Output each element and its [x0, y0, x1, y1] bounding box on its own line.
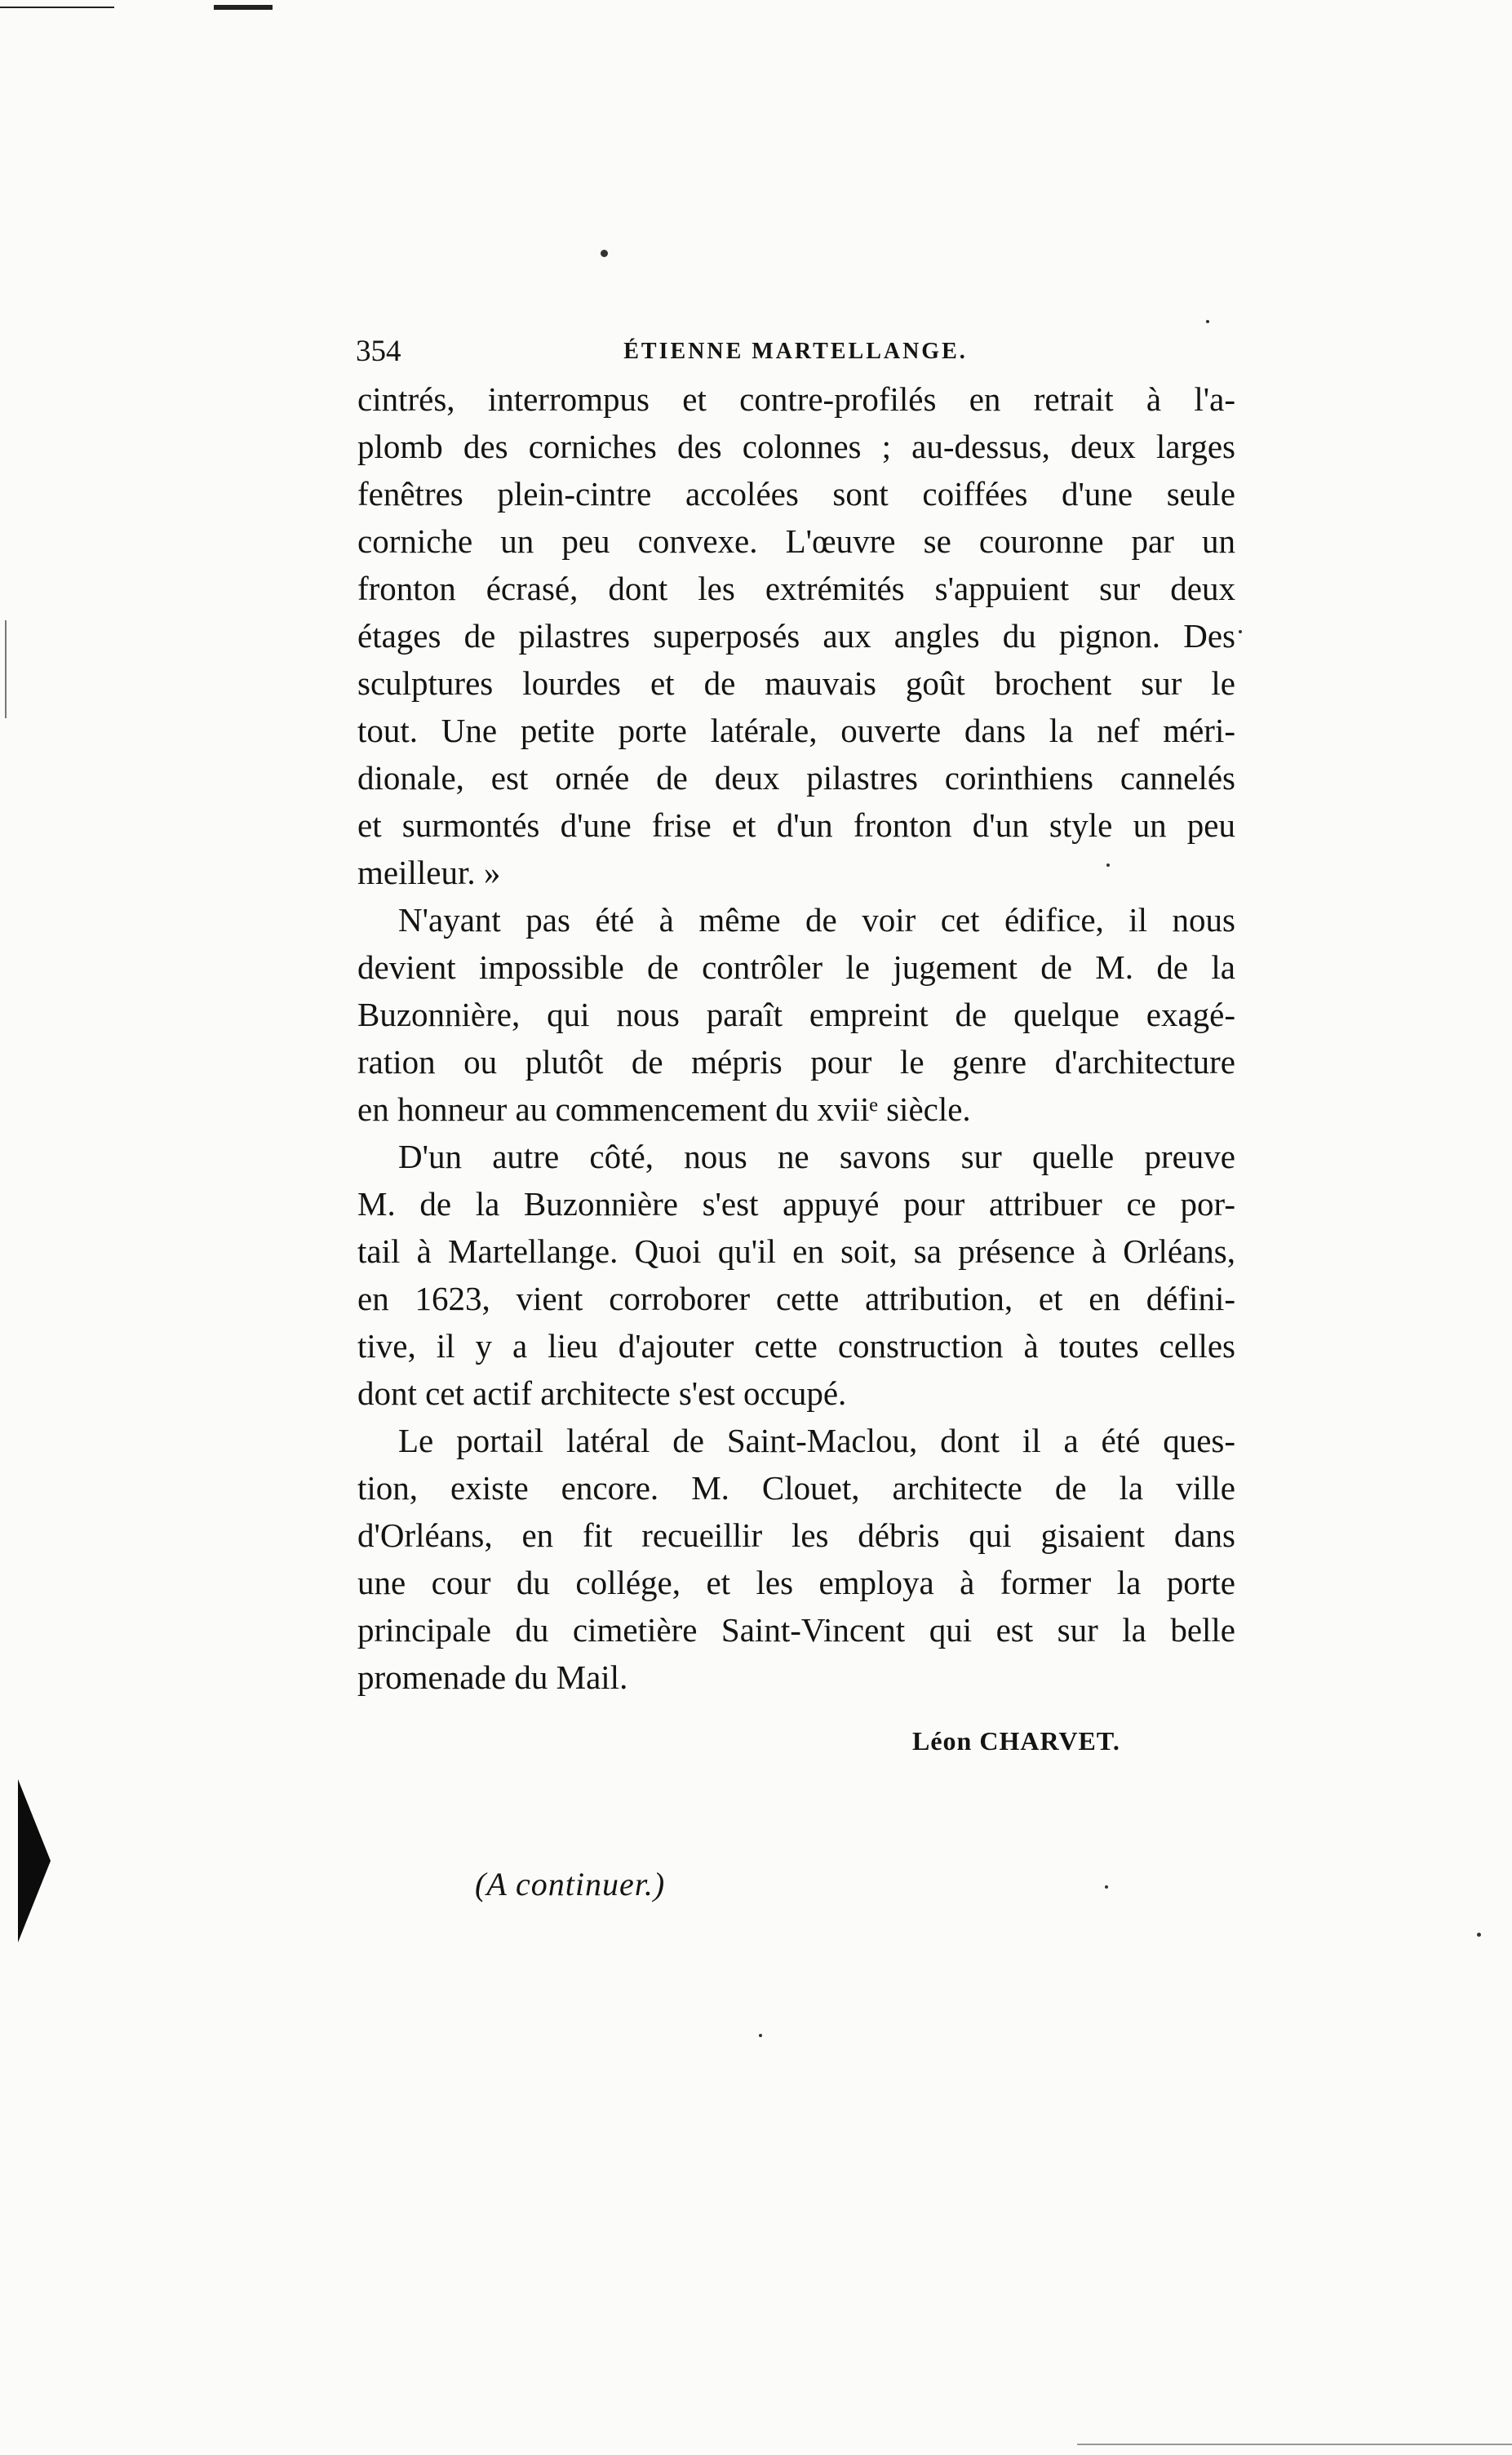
text-line: en 1623, vient corroborer cette attribution, et en défini- [357, 1280, 1235, 1317]
continuation-note: (A continuer.) [475, 1866, 666, 1902]
text-line: plomb des corniches des colonnes ; au-dessus, deux larges [357, 428, 1235, 465]
scan-speck [1239, 630, 1242, 633]
text-line: et surmontés d'une frise et d'un fronton d'un style un peu [357, 806, 1235, 844]
scan-speck [1105, 1885, 1108, 1889]
text-line: dont cet actif architecte s'est occupé. [357, 1374, 847, 1412]
text-line: tive, il y a lieu d'ajouter cette construction à toutes celles [357, 1327, 1235, 1365]
scan-speck [1206, 320, 1209, 323]
scan-top-rule-mark [214, 5, 273, 10]
text-line: meilleur. » [357, 854, 501, 891]
text-line: promenade du Mail. [357, 1658, 628, 1696]
scan-speck [1477, 1933, 1481, 1937]
text-line: dionale, est ornée de deux pilastres corinthiens cannelés [357, 759, 1235, 797]
body-text [357, 375, 1235, 1701]
text-line: M. de la Buzonnière s'est appuyé pour attribuer ce por- [357, 1185, 1235, 1223]
text-line: tail à Martellange. Quoi qu'il en soit, sa présence à Orléans, [357, 1232, 1235, 1270]
scan-left-edge-line [5, 620, 7, 718]
scan-speck [759, 2034, 762, 2037]
text-line: cintrés, interrompus et contre-profilés en retrait à l'a- [357, 380, 1235, 418]
scan-top-rule-left [0, 7, 114, 8]
text-line: ration ou plutôt de mépris pour le genre d'architecture [357, 1043, 1235, 1081]
page-header [356, 330, 1235, 374]
text-line: corniche un peu convexe. L'œuvre se couronne par un [357, 522, 1235, 560]
scan-left-edge-mark [18, 1779, 51, 1942]
text-line: fronton écrasé, dont les extrémités s'appuient sur deux [357, 570, 1235, 607]
text-line: fenêtres plein-cintre accolées sont coiffées d'une seule [357, 475, 1235, 513]
paragraph-2 [357, 896, 1235, 1133]
paragraph-3 [357, 1133, 1235, 1417]
text-line: Le portail latéral de Saint-Maclou, dont il a été ques- [398, 1422, 1235, 1459]
text-line: tion, existe encore. M. Clouet, architecte de la ville [357, 1469, 1235, 1507]
text-line: Buzonnière, qui nous paraît empreint de quelque exagé- [357, 996, 1235, 1033]
scan-speck [601, 250, 608, 257]
text-line: d'Orléans, en fit recueillir les débris qui gisaient dans [357, 1516, 1235, 1554]
text-line: D'un autre côté, nous ne savons sur quelle preuve [398, 1138, 1235, 1175]
page-number: 354 [356, 335, 401, 368]
text-line: étages de pilastres superposés aux angles du pignon. Des [357, 617, 1235, 655]
running-title: ÉTIENNE MARTELLANGE. [623, 339, 968, 364]
text-line: tout. Une petite porte latérale, ouverte dans la nef méri- [357, 712, 1235, 749]
paragraph-4 [357, 1417, 1235, 1701]
text-line: en honneur au commencement du xviiᵉ siècle. [357, 1090, 971, 1128]
paragraph-1 [357, 375, 1235, 896]
text-line: principale du cimetière Saint-Vincent qui est sur la belle [357, 1611, 1235, 1649]
text-line: une cour du collége, et les employa à former la porte [357, 1564, 1235, 1601]
text-line: sculptures lourdes et de mauvais goût brochent sur le [357, 664, 1235, 702]
author-signature: Léon CHARVET. [912, 1726, 1120, 1756]
text-line: devient impossible de contrôler le jugement de M. de la [357, 948, 1235, 986]
scan-bottom-rule [1077, 2444, 1512, 2445]
text-line: N'ayant pas été à même de voir cet édifice, il nous [398, 901, 1235, 939]
